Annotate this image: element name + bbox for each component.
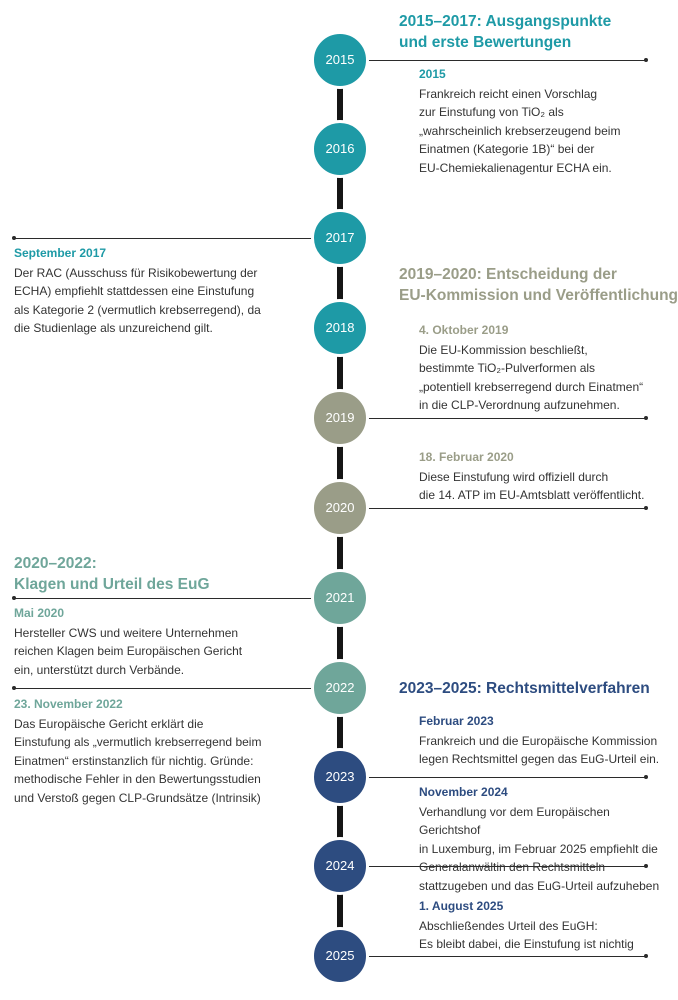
entry-date: 2015 bbox=[419, 67, 446, 81]
entry-november-2024 bbox=[419, 783, 674, 895]
connector-2025 bbox=[366, 956, 646, 957]
connector-2017 bbox=[14, 238, 314, 239]
entry-text: Frankreich reicht einen Vorschlag zur Einstufung von TiO₂ als „wahrscheinlich krebserzeugend beim Einatmen (Kategorie 1B)“ bei der EU-Chemiekalienagentur ECHA ein. bbox=[419, 86, 621, 175]
entry-date: 23. November 2022 bbox=[14, 697, 123, 711]
year-node-2019: 2019 bbox=[311, 389, 369, 447]
entry-date: November 2024 bbox=[419, 785, 508, 799]
entry-text: Diese Einstufung wird offiziell durch die 14. ATP im EU-Amtsblatt veröffentlicht. bbox=[419, 469, 645, 502]
connector-dot bbox=[644, 416, 648, 420]
year-node-2020: 2020 bbox=[311, 479, 369, 537]
connector-dot bbox=[644, 954, 648, 958]
entry-date: 1. August 2025 bbox=[419, 899, 504, 913]
entry-date: Februar 2023 bbox=[419, 714, 494, 728]
entry-text: Hersteller CWS und weitere Unternehmen reichen Klagen beim Europäischen Gericht ein, unterstützt durch Verbände. bbox=[14, 625, 243, 677]
year-node-2018: 2018 bbox=[311, 299, 369, 357]
entry-text: Die EU-Kommission beschließt, bestimmte TiO₂-Pulverformen als „potentiell krebserregend durch Einatmen“ in die CLP-Verordnung aufzunehmen. bbox=[419, 342, 644, 412]
connector-dot bbox=[644, 775, 648, 779]
year-node-2022: 2022 bbox=[311, 659, 369, 717]
entry-september-2017 bbox=[14, 244, 314, 338]
entry-date: Mai 2020 bbox=[14, 606, 65, 620]
connector-2019 bbox=[366, 418, 646, 419]
entry-mai-2020 bbox=[14, 604, 314, 679]
entry-text: Der RAC (Ausschuss für Risikobewertung der ECHA) empfiehlt stattdessen eine Einstufung als Kategorie 2 (vermutlich krebserregend), da die Studienlage als unzureichend gilt. bbox=[14, 265, 261, 335]
connector-2020 bbox=[366, 508, 646, 509]
entry-februar-2023 bbox=[419, 712, 674, 769]
entry-text: Frankreich und die Europäische Kommission legen Rechtsmittel gegen das EuG-Urteil ein. bbox=[419, 733, 660, 766]
entry-august-2025 bbox=[419, 897, 674, 954]
entry-date: 18. Februar 2020 bbox=[419, 450, 514, 464]
year-node-2024: 2024 bbox=[311, 837, 369, 895]
entry-date: September 2017 bbox=[14, 246, 107, 260]
entry-text: Abschließendes Urteil des EuGH: Es bleibt dabei, die Einstufung ist nichtig bbox=[419, 918, 634, 951]
year-node-2017: 2017 bbox=[311, 209, 369, 267]
entry-2015 bbox=[419, 65, 669, 177]
entry-text: Verhandlung vor dem Europäischen Gerichtshof in Luxemburg, im Februar 2025 empfiehlt die Generalanwältin den Rechtsmitteln stattzugeben und das EuG-Urteil aufzuheben bbox=[419, 804, 660, 893]
entry-februar-2020 bbox=[419, 448, 669, 505]
connector-2015 bbox=[366, 60, 646, 61]
connector-dot bbox=[644, 506, 648, 510]
section-title-2019-2020: 2019–2020: Entscheidung der EU-Kommission und Veröffentlichung bbox=[399, 266, 678, 304]
connector-dot bbox=[12, 236, 16, 240]
entry-date: 4. Oktober 2019 bbox=[419, 323, 509, 337]
connector-2022 bbox=[14, 688, 314, 689]
connector-2023 bbox=[366, 777, 646, 778]
year-node-2021: 2021 bbox=[311, 569, 369, 627]
year-node-2016: 2016 bbox=[311, 120, 369, 178]
entry-text: Das Europäische Gericht erklärt die Einstufung als „vermutlich krebserregend beim Einatmen“ erstinstanzlich für nichtig. Gründe: methodische Fehler in den Bewertungsstudien und Verstoß gegen CLP-Grundsätze (Intrinsik) bbox=[14, 716, 262, 805]
year-node-2023: 2023 bbox=[311, 748, 369, 806]
connector-dot bbox=[12, 596, 16, 600]
section-title-2020-2022: 2020–2022: Klagen und Urteil des EuG bbox=[14, 555, 210, 593]
section-title-2023-2025: 2023–2025: Rechtsmittelverfahren bbox=[399, 680, 650, 697]
section-title-2015-2017: 2015–2017: Ausgangspunkte und erste Bewertungen bbox=[399, 13, 612, 51]
entry-oktober-2019 bbox=[419, 321, 669, 415]
year-node-2025: 2025 bbox=[311, 927, 369, 985]
year-node-2015: 2015 bbox=[311, 31, 369, 89]
entry-november-2022 bbox=[14, 695, 314, 807]
connector-dot bbox=[12, 686, 16, 690]
connector-dot bbox=[644, 58, 648, 62]
connector-2021 bbox=[14, 598, 314, 599]
